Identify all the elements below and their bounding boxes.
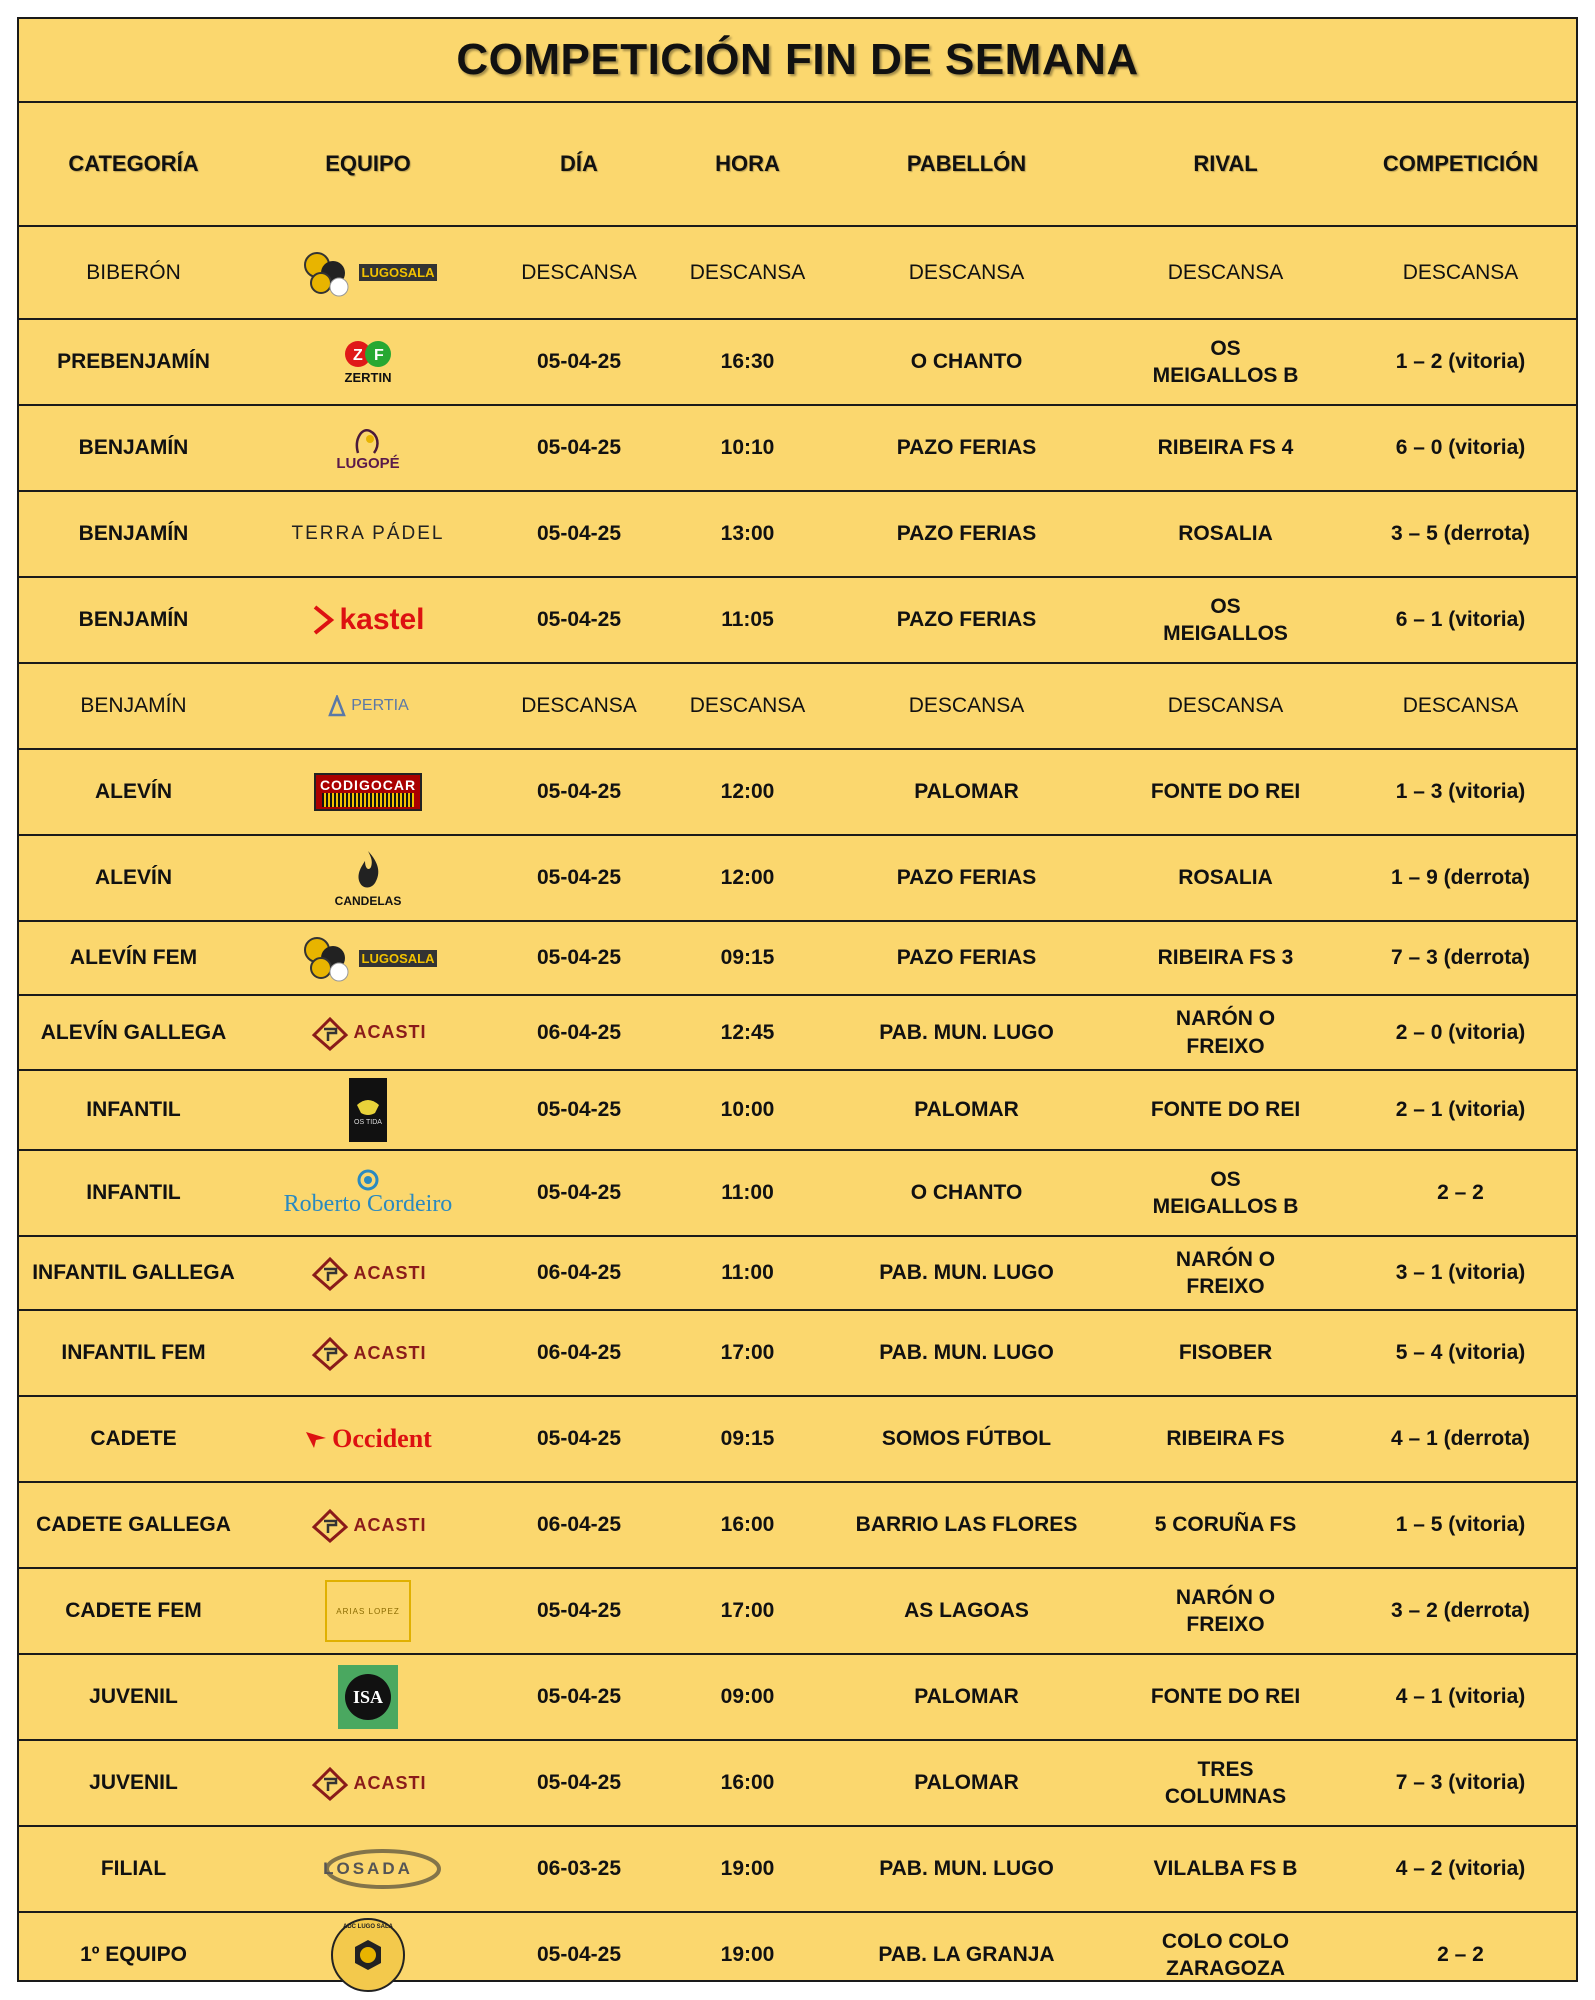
table-row (19, 1311, 1576, 1397)
cell-competicion: 2 – 0 (vitoria) (1395, 1020, 1526, 1044)
table-row (19, 320, 1576, 406)
cell-competicion: 1 – 5 (vitoria) (1395, 1513, 1526, 1537)
codigocar-logo-icon: CODIGOCAR (314, 773, 422, 811)
table-row (19, 922, 1576, 996)
cell-pabellon: PAZO FERIAS (896, 946, 1037, 970)
header-rival: RIVAL (1193, 150, 1258, 176)
table-row (19, 664, 1576, 750)
cell-equipo (248, 320, 488, 404)
table-row (19, 1071, 1576, 1151)
cell-hora: 12:00 (720, 866, 775, 890)
acasti-logo-icon: ACASTI (310, 1255, 427, 1291)
cell-categoria: BENJAMÍN (80, 694, 187, 718)
table-row (19, 227, 1576, 320)
cell-competicion: 1 – 2 (vitoria) (1395, 350, 1526, 374)
cell-equipo (248, 1655, 488, 1739)
cell-dia: 05-04-25 (536, 350, 622, 374)
cell-equipo (248, 1151, 488, 1235)
cell-categoria: ALEVÍN (94, 866, 172, 890)
header-dia: DÍA (560, 150, 598, 176)
cell-dia: 05-04-25 (536, 780, 622, 804)
cell-equipo (248, 1237, 488, 1309)
header-pabellon: PABELLÓN (906, 150, 1027, 176)
cell-rival: VILALBA FS B (1153, 1857, 1298, 1881)
table-row (19, 1237, 1576, 1311)
cell-hora: 16:00 (720, 1771, 775, 1795)
isa-logo-icon: ISA (338, 1665, 398, 1729)
cell-hora: 17:00 (720, 1599, 775, 1623)
cell-rival: 5 CORUÑA FS (1154, 1513, 1297, 1537)
cell-dia: DESCANSA (521, 260, 637, 284)
cell-pabellon: O CHANTO (910, 350, 1023, 374)
lugosala-logo-icon: LUGOSALA (299, 932, 438, 984)
acasti-logo-icon: ACASTI (310, 1015, 427, 1051)
table-row (19, 750, 1576, 836)
cell-dia: 05-04-25 (536, 608, 622, 632)
cell-hora: 10:10 (720, 436, 775, 460)
cell-dia: 06-03-25 (536, 1857, 622, 1881)
cell-hora: 12:45 (720, 1020, 775, 1044)
cell-hora: 11:00 (721, 1261, 774, 1285)
cell-equipo (248, 750, 488, 834)
cell-rival: FONTE DO REI (1150, 1685, 1301, 1709)
cell-equipo (248, 1569, 488, 1653)
cell-equipo (248, 578, 488, 662)
table-row (19, 578, 1576, 664)
svg-text:Z: Z (353, 347, 363, 364)
lugope-logo-icon: LUGOPÉ (336, 425, 399, 472)
cell-pabellon: PAB. MUN. LUGO (879, 1341, 1054, 1365)
cell-dia: 05-04-25 (536, 1943, 622, 1967)
cell-dia: 05-04-25 (536, 946, 622, 970)
cell-categoria: BENJAMÍN (78, 522, 189, 546)
cell-pabellon: PAZO FERIAS (896, 608, 1037, 632)
cell-categoria: CADETE FEM (65, 1599, 202, 1623)
cell-rival: RIBEIRA FS 4 (1157, 436, 1294, 460)
cell-equipo (248, 836, 488, 920)
cell-rival: FONTE DO REI (1150, 1098, 1301, 1122)
cell-dia: 05-04-25 (536, 1098, 622, 1122)
cell-pabellon: PAB. MUN. LUGO (879, 1857, 1054, 1881)
cell-categoria: ALEVÍN (94, 780, 172, 804)
cell-rival: COLO COLO ZARAGOZA (1161, 1929, 1290, 1980)
cell-hora: 16:30 (720, 350, 775, 374)
table-row (19, 492, 1576, 578)
cell-dia: 05-04-25 (536, 436, 622, 460)
acasti-logo-icon: ACASTI (310, 1335, 427, 1371)
cell-rival: OS MEIGALLOS B (1152, 336, 1299, 387)
cell-rival: OS MEIGALLOS B (1152, 1167, 1299, 1218)
cell-equipo (248, 1397, 488, 1481)
cell-dia: 05-04-25 (536, 866, 622, 890)
cell-categoria: CADETE GALLEGA (36, 1513, 231, 1537)
cell-categoria: 1º EQUIPO (80, 1943, 187, 1967)
arias-lopez-logo-icon: ARIAS LOPEZ (325, 1580, 411, 1642)
header-hora: HORA (715, 150, 780, 176)
table-row (19, 1827, 1576, 1913)
cell-equipo (248, 227, 488, 318)
cell-equipo (248, 664, 488, 748)
cell-hora: 19:00 (720, 1857, 775, 1881)
cell-rival: ROSALIA (1178, 522, 1273, 546)
cell-competicion: 3 – 2 (derrota) (1391, 1599, 1530, 1623)
zertin-logo-icon: Z F ZERTIN (343, 339, 393, 385)
cell-dia: 06-04-25 (536, 1513, 622, 1537)
cell-equipo (248, 492, 488, 576)
cell-pabellon: PAB. MUN. LUGO (879, 1020, 1054, 1044)
cell-hora: 09:15 (720, 1427, 775, 1451)
table-row (19, 996, 1576, 1071)
cell-hora: 09:00 (720, 1685, 775, 1709)
cell-competicion: 6 – 1 (vitoria) (1395, 608, 1526, 632)
table-row (19, 836, 1576, 922)
cell-pabellon: PALOMAR (914, 1685, 1019, 1709)
cell-hora: 13:00 (720, 522, 775, 546)
cell-competicion: 3 – 1 (vitoria) (1395, 1261, 1526, 1285)
cell-hora: DESCANSA (689, 260, 806, 284)
adc-lugo-sala-badge-icon: ADC LUGO SALA (331, 1918, 405, 1992)
cell-competicion: 7 – 3 (derrota) (1391, 946, 1530, 970)
cell-pabellon: BARRIO LAS FLORES (855, 1513, 1078, 1537)
pertia-logo-icon: PERTIA (327, 695, 409, 717)
table-row (19, 406, 1576, 492)
table-row (19, 1397, 1576, 1483)
cell-dia: DESCANSA (521, 694, 637, 718)
cell-pabellon: PAB. MUN. LUGO (879, 1261, 1054, 1285)
cell-competicion: 1 – 9 (derrota) (1391, 866, 1530, 890)
cell-categoria: BENJAMÍN (78, 436, 189, 460)
header-row (19, 103, 1576, 227)
roberto-cordeiro-logo-icon: Roberto Cordeiro (284, 1169, 453, 1218)
cell-hora: 11:00 (721, 1181, 774, 1205)
cell-competicion: 7 – 3 (vitoria) (1395, 1771, 1526, 1795)
cell-pabellon: PAB. LA GRANJA (878, 1943, 1055, 1967)
cell-categoria: CADETE (90, 1427, 177, 1451)
cell-hora: 16:00 (720, 1513, 775, 1537)
cell-equipo (248, 1311, 488, 1395)
table-row (19, 1569, 1576, 1655)
losada-logo-icon: LOSADA (323, 1859, 413, 1879)
cell-competicion: 4 – 1 (vitoria) (1395, 1685, 1526, 1709)
cell-rival: NARÓN O FREIXO (1175, 1247, 1276, 1298)
cell-equipo (248, 1827, 488, 1911)
cell-competicion: DESCANSA (1402, 260, 1519, 284)
cell-equipo (248, 922, 488, 994)
acasti-logo-icon: ACASTI (310, 1507, 427, 1543)
cell-equipo (248, 1483, 488, 1567)
cell-pabellon: PAZO FERIAS (896, 866, 1037, 890)
table-row (19, 1151, 1576, 1237)
cell-pabellon: DESCANSA (908, 694, 1025, 718)
cell-rival: NARÓN O FREIXO (1175, 1585, 1276, 1636)
cell-rival: OS MEIGALLOS (1163, 594, 1288, 645)
table-row (19, 1655, 1576, 1741)
ostida-logo-icon: OS TIDA (349, 1078, 387, 1142)
cell-hora: DESCANSA (689, 694, 806, 718)
cell-equipo (248, 1741, 488, 1825)
cell-categoria: FILIAL (100, 1857, 167, 1881)
cell-dia: 05-04-25 (536, 1181, 622, 1205)
cell-pabellon: DESCANSA (908, 260, 1025, 284)
cell-hora: 10:00 (720, 1098, 775, 1122)
cell-equipo (248, 996, 488, 1069)
cell-dia: 05-04-25 (536, 1427, 622, 1451)
cell-rival: FONTE DO REI (1150, 780, 1301, 804)
cell-categoria: INFANTIL (86, 1181, 181, 1205)
cell-hora: 19:00 (720, 1943, 775, 1967)
cell-pabellon: SOMOS FÚTBOL (881, 1427, 1052, 1451)
table-row (19, 1741, 1576, 1827)
cell-dia: 05-04-25 (536, 1599, 622, 1623)
cell-competicion: DESCANSA (1402, 694, 1519, 718)
cell-competicion: 3 – 5 (derrota) (1391, 522, 1530, 546)
cell-equipo (248, 1913, 488, 1997)
cell-dia: 06-04-25 (536, 1341, 622, 1365)
acasti-logo-icon: ACASTI (310, 1765, 427, 1801)
lugosala-logo-icon: LUGOSALA (299, 247, 438, 299)
schedule-sheet (17, 17, 1578, 1982)
cell-hora: 11:05 (721, 608, 774, 632)
header-competicion: COMPETICIÓN (1382, 150, 1539, 176)
cell-categoria: INFANTIL GALLEGA (32, 1261, 235, 1285)
cell-competicion: 4 – 2 (vitoria) (1395, 1857, 1526, 1881)
cell-equipo (248, 406, 488, 490)
cell-hora: 12:00 (720, 780, 775, 804)
cell-categoria: ALEVÍN GALLEGA (40, 1020, 227, 1044)
cell-categoria: PREBENJAMÍN (57, 350, 210, 374)
cell-categoria: BENJAMÍN (78, 608, 189, 632)
cell-rival: FISOBER (1178, 1341, 1273, 1365)
candelas-logo-icon: CANDELAS (335, 849, 402, 908)
cell-rival: DESCANSA (1167, 260, 1284, 284)
cell-rival: RIBEIRA FS (1166, 1427, 1285, 1451)
cell-categoria: INFANTIL (86, 1098, 181, 1122)
schedule-table (19, 103, 1576, 1997)
cell-rival: RIBEIRA FS 3 (1157, 946, 1294, 970)
terra-padel-logo-icon: TERRA PÁDEL (291, 523, 445, 544)
header-equipo: EQUIPO (325, 150, 411, 176)
svg-text:F: F (374, 347, 384, 364)
cell-rival: NARÓN O FREIXO (1175, 1007, 1276, 1058)
cell-dia: 05-04-25 (536, 1685, 622, 1709)
cell-categoria: INFANTIL FEM (61, 1341, 206, 1365)
cell-pabellon: PAZO FERIAS (896, 436, 1037, 460)
cell-dia: 06-04-25 (536, 1261, 622, 1285)
cell-pabellon: PAZO FERIAS (896, 522, 1037, 546)
cell-competicion: 2 – 2 (1437, 1943, 1484, 1967)
cell-pabellon: O CHANTO (910, 1181, 1023, 1205)
cell-categoria: ALEVÍN FEM (69, 946, 198, 970)
cell-competicion: 6 – 0 (vitoria) (1395, 436, 1526, 460)
header-categoria: CATEGORÍA (68, 150, 199, 176)
cell-competicion: 1 – 3 (vitoria) (1395, 780, 1526, 804)
cell-hora: 09:15 (720, 946, 775, 970)
page-title: COMPETICIÓN FIN DE SEMANA (19, 19, 1576, 103)
cell-pabellon: PALOMAR (914, 1771, 1019, 1795)
cell-rival: TRES COLUMNAS (1164, 1757, 1287, 1808)
cell-competicion: 2 – 2 (1437, 1181, 1484, 1205)
table-row (19, 1913, 1576, 1997)
cell-pabellon: PALOMAR (914, 1098, 1019, 1122)
cell-competicion: 5 – 4 (vitoria) (1395, 1341, 1526, 1365)
cell-rival: DESCANSA (1167, 694, 1284, 718)
cell-rival: ROSALIA (1178, 866, 1273, 890)
occident-logo-icon: Occident (304, 1424, 432, 1454)
cell-equipo (248, 1071, 488, 1149)
cell-categoria: JUVENIL (89, 1771, 178, 1795)
cell-dia: 06-04-25 (536, 1020, 622, 1044)
cell-categoria: JUVENIL (89, 1685, 178, 1709)
cell-categoria: BIBERÓN (86, 260, 181, 284)
cell-pabellon: PALOMAR (914, 780, 1019, 804)
cell-hora: 17:00 (720, 1341, 775, 1365)
cell-pabellon: AS LAGOAS (904, 1599, 1029, 1623)
cell-dia: 05-04-25 (536, 522, 622, 546)
cell-competicion: 2 – 1 (vitoria) (1395, 1098, 1526, 1122)
kastel-logo-icon: kastel (311, 603, 424, 637)
cell-dia: 05-04-25 (536, 1771, 622, 1795)
cell-competicion: 4 – 1 (derrota) (1391, 1427, 1530, 1451)
table-row (19, 1483, 1576, 1569)
